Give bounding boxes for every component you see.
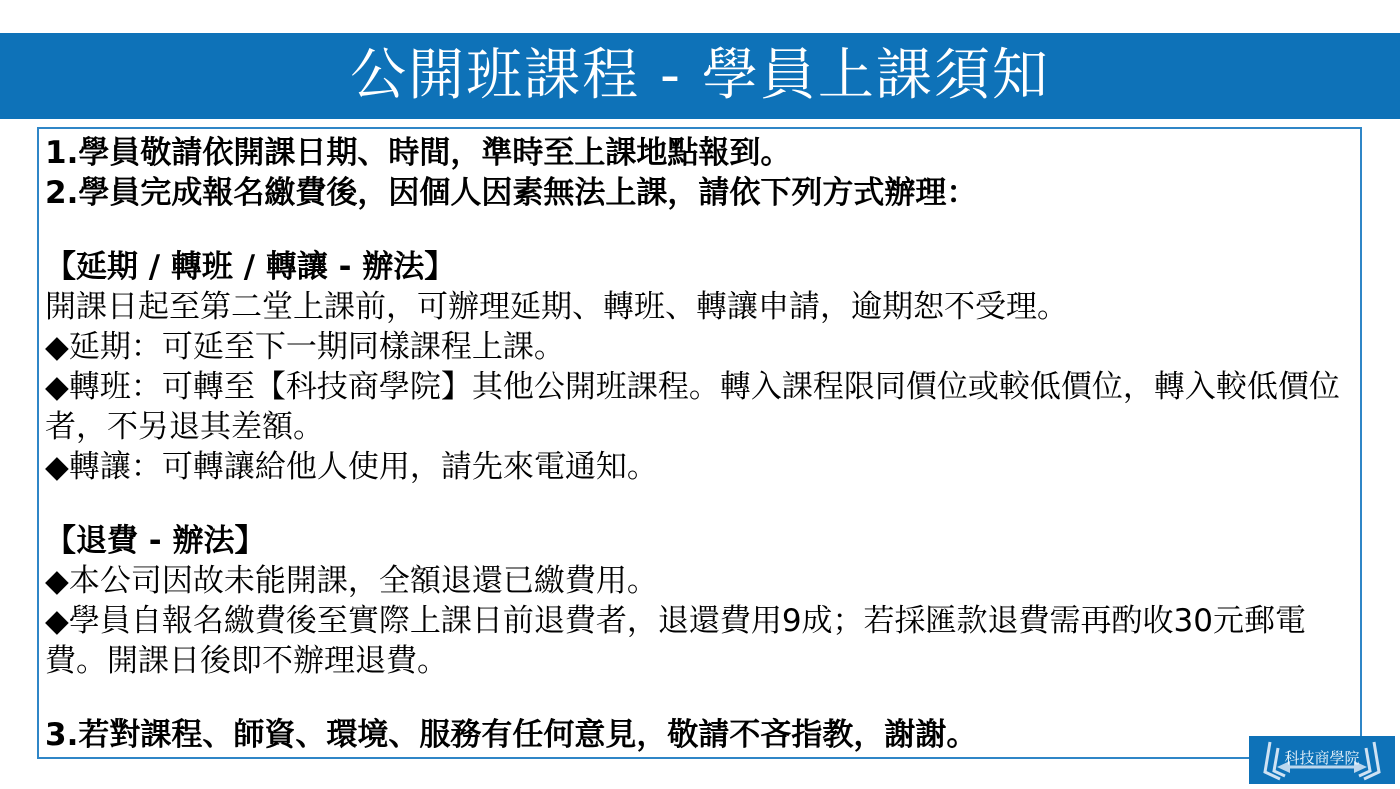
spacer <box>45 681 1354 715</box>
spacer <box>45 213 1354 247</box>
section-heading-defer: 【延期 / 轉班 / 轉讓 - 辦法】 <box>45 249 456 285</box>
defer-rule-assign: ◆轉讓：可轉讓給他人使用，請先來電通知。 <box>45 449 658 485</box>
institute-logo-graphic <box>1249 736 1395 784</box>
defer-rule-postpone: ◆延期：可延至下一期同樣課程上課。 <box>45 329 565 365</box>
section-heading-refund: 【退費 - 辦法】 <box>45 523 266 559</box>
logo-label: 科技商學院 <box>1284 749 1360 767</box>
refund-rule-cancel: ◆本公司因故未能開課，全額退還已繳費用。 <box>45 563 658 599</box>
defer-rule-intro: 開課日起至第二堂上課前，可辦理延期、轉班、轉讓申請，逾期恕不受理。 <box>45 289 1068 325</box>
page-title: 公開班課程 - 學員上課須知 <box>350 43 1050 108</box>
notice-box <box>37 127 1362 759</box>
defer-rule-transfer: ◆轉班：可轉至【科技商學院】其他公開班課程。轉入課程限同價位或較低價位，轉入較低價位者，不另退其差額。 <box>45 369 1340 445</box>
institute-logo <box>1249 736 1395 784</box>
spacer <box>45 487 1354 521</box>
notice-item-2: 2.學員完成報名繳費後，因個人因素無法上課，請依下列方式辦理： <box>45 175 978 211</box>
notice-item-3: 3.若對課程、師資、環境、服務有任何意見，敬請不吝指教，謝謝。 <box>45 717 978 753</box>
title-bar <box>0 33 1400 119</box>
notice-item-1: 1.學員敬請依開課日期、時間，準時至上課地點報到。 <box>45 135 792 171</box>
refund-rule-before: ◆學員自報名繳費後至實際上課日前退費者，退還費用9成；若採匯款退費需再酌收30元郵電費。開課日後即不辦理退費。 <box>45 603 1307 679</box>
